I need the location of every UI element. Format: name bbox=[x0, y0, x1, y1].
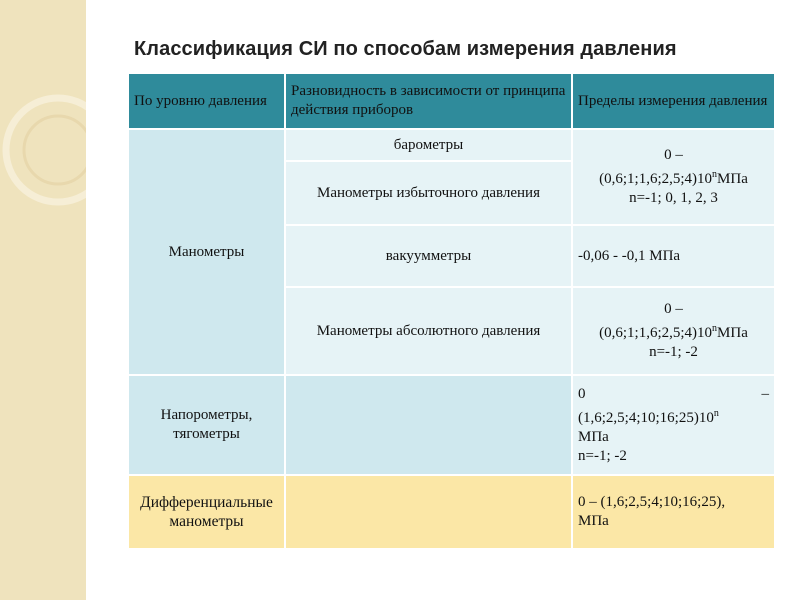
table-row bbox=[128, 475, 775, 549]
header-pressure-level: По уровню давления bbox=[128, 73, 285, 129]
range-excess bbox=[572, 129, 775, 225]
range-line: МПа bbox=[578, 428, 609, 445]
header-type: Разновидность в зависимости от принципа действия приборов bbox=[285, 73, 572, 129]
range-line: (0,6;1;1,6;2,5;4)10$^n$МПа bbox=[599, 169, 748, 187]
table-row bbox=[128, 375, 775, 475]
type-barometers: барометры bbox=[285, 129, 572, 161]
decorative-rings bbox=[0, 0, 86, 600]
range-napor bbox=[572, 375, 775, 475]
range-differential bbox=[572, 475, 775, 549]
range-line: 0 – bbox=[664, 147, 683, 163]
type-vacuum: вакуумметры bbox=[285, 225, 572, 287]
header-range: Пределы измерения давления bbox=[572, 73, 775, 129]
side-panel-divider bbox=[86, 0, 89, 600]
decorative-side-panel bbox=[0, 0, 86, 600]
type-excess-manometers: Манометры избыточного давления bbox=[285, 161, 572, 225]
range-line: МПа bbox=[578, 513, 609, 529]
table-row bbox=[128, 129, 775, 161]
group-manometers: Манометры bbox=[128, 129, 285, 375]
range-absolute bbox=[572, 287, 775, 375]
range-line: (0,6;1;1,6;2,5;4)10$^n$МПа bbox=[599, 323, 748, 341]
range-line: n=-1; 0, 1, 2, 3 bbox=[629, 190, 718, 206]
type-differential-empty bbox=[285, 475, 572, 549]
range-line: 0 – bbox=[664, 301, 683, 317]
group-differential: Дифференциальные манометры bbox=[128, 475, 285, 549]
slide-title: Классификация СИ по способам измерения давления bbox=[134, 38, 677, 60]
range-line: 0 – bbox=[578, 385, 769, 402]
range-line: n=-1; -2 bbox=[578, 447, 627, 464]
type-absolute-manometers: Манометры абсолютного давления bbox=[285, 287, 572, 375]
range-line: n=-1; -2 bbox=[649, 344, 698, 360]
group-napor: Напорометры, тягометры bbox=[128, 375, 285, 475]
table-header-row bbox=[128, 73, 775, 129]
range-vacuum: -0,06 - -0,1 МПа bbox=[572, 225, 775, 287]
range-line: 0 – (1,6;2,5;4;10;16;25), bbox=[578, 494, 726, 510]
type-napor-empty bbox=[285, 375, 572, 475]
classification-table bbox=[127, 72, 776, 550]
range-line: (1,6;2,5;4;10;16;25)10$^n$ bbox=[578, 407, 719, 426]
